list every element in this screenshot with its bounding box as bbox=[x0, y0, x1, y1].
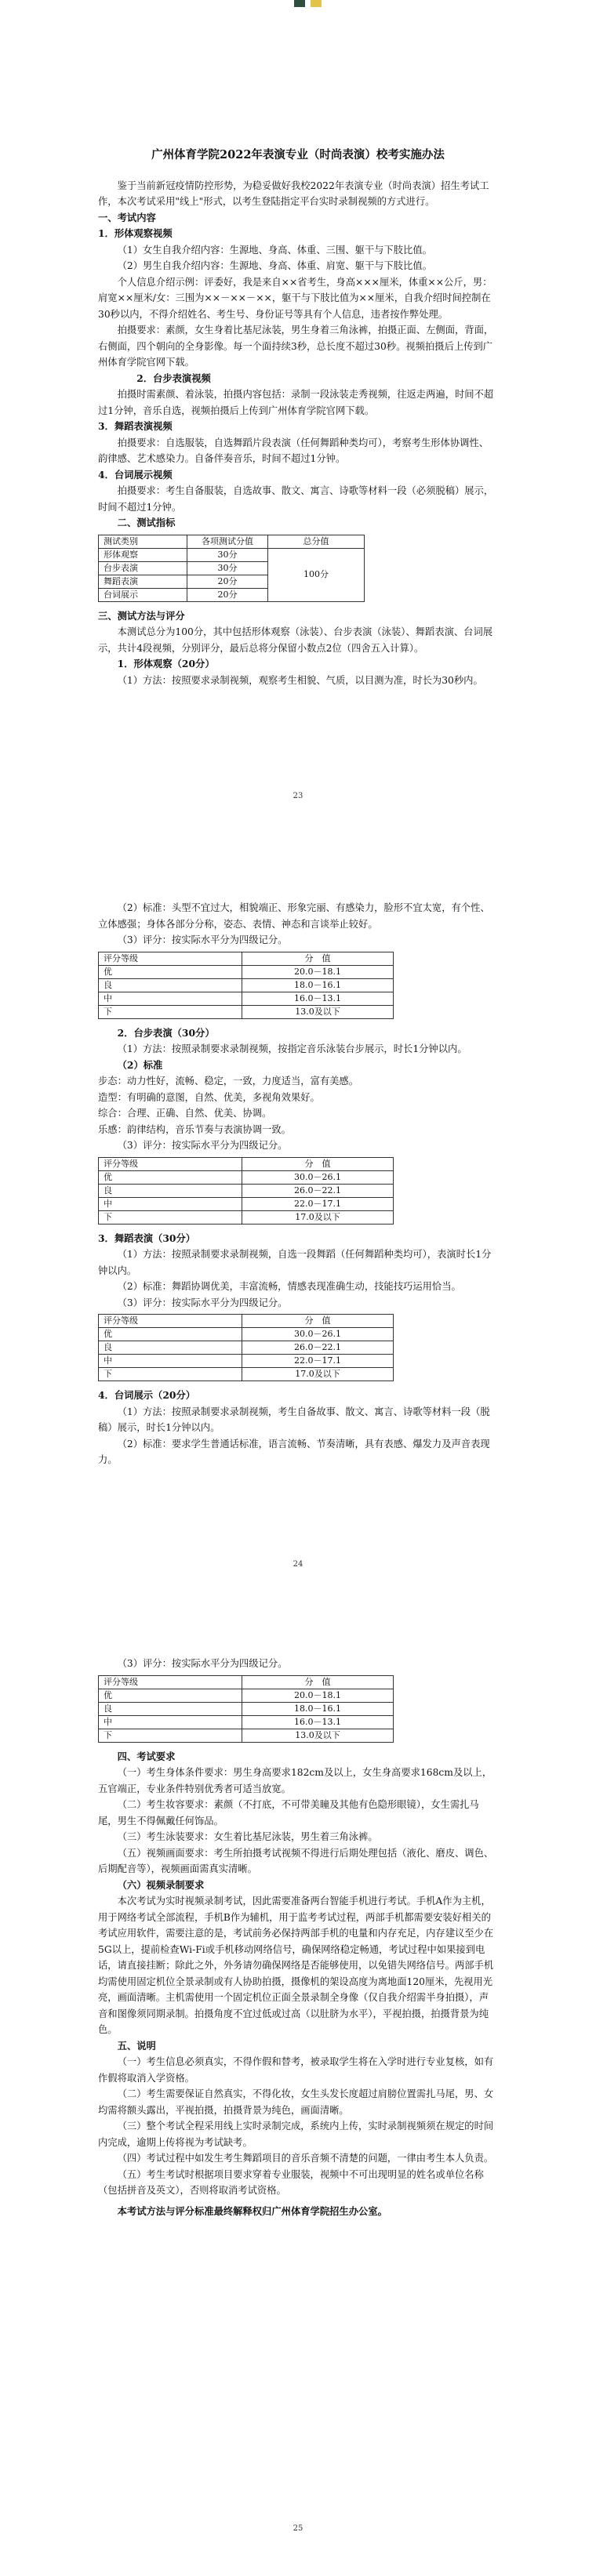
page-24-content bbox=[98, 900, 498, 1468]
table-row bbox=[99, 1675, 394, 1689]
page-25-content bbox=[98, 1656, 498, 2219]
text-paragraph: （四）考试过程中如发生考生舞蹈项目的音乐音频不清楚的问题，一律由考生本人负责。 bbox=[117, 2153, 494, 2164]
table-cell: 台步表演 bbox=[99, 561, 187, 575]
table-cell: 18.0－16.1 bbox=[242, 978, 394, 992]
table-row bbox=[99, 1184, 394, 1197]
table-cell: 优 bbox=[99, 965, 242, 978]
table-cell: 舞蹈表演 bbox=[99, 575, 187, 588]
text-paragraph: 拍摄要求：素颜，女生身着比基尼泳装，男生身着三角泳裤，拍摄正面、左侧面，背面，右侧面，四个朝向的全身影像。每一个面持续3秒，总长度不超过30秒。视频拍摄后上传到广州体育学院官网下载。 bbox=[98, 325, 494, 368]
table-header-cell: 分 值 bbox=[242, 1157, 394, 1170]
text-line: 乐感：韵律结构，音乐节奏与表演协调一致。 bbox=[98, 1123, 291, 1135]
table-cell: 22.0－17.1 bbox=[242, 1355, 394, 1368]
text-paragraph: 拍摄要求：自选服装，自选舞蹈片段表演（任何舞蹈种类均可），考察考生形体协调性、韵律感、艺术感染力。自备伴奏音乐，时间不超过1分钟。 bbox=[98, 437, 489, 464]
text-paragraph: （1）女生自我介绍内容：生源地、身高、体重、三围、躯干与下肢比值。 bbox=[117, 244, 432, 256]
text-paragraph: 个人信息介绍示例：评委好，我是来自××省考生，身高×××厘米，体重××公斤，男：肩宽××厘米/女：三围为××－××－××，躯干与下肢比值为××厘米，自我介绍时间控制在30秒以内，不得介绍姓名、考生号、身份证号等具有个人信息，违者按作弊处理。 bbox=[98, 276, 492, 320]
text-paragraph: （1）方法：按照录制要求录制视频，自选一段舞蹈（任何舞蹈种类均可），表演时长1分钟以内。 bbox=[98, 1249, 492, 1276]
table-cell: 台词展示 bbox=[99, 588, 187, 601]
table-header-cell: 测试类别 bbox=[99, 535, 187, 548]
text-paragraph: （二）考生需要保证自然真实，不得化妆，女生头发长度超过肩膀位置需扎马尾，男、女均需将额头露出，平视拍摄，拍摄背景为纯色，画面清晰。 bbox=[98, 2088, 494, 2116]
table-cell: 优 bbox=[99, 1170, 242, 1184]
text-paragraph: （3）评分：按实际水平分为四级记分。 bbox=[117, 1140, 288, 1151]
text-paragraph: 本次考试为实时视频录制考试，因此需要准备两台智能手机进行考试。手机A作为主机，用于网络考试全部流程，手机B作为辅机，用于监考考试过程，两部手机都需要安装好相关的考试应用软件，需要注意的是，考试前务必保持两部手机的电量和内存充足，内存建议至少在5G以上，提前检查Wi-Fi或手机移动网络信号，确保网络稳定畅通，考试过程中如果接到电话，请直接挂断；除此之外，外务请勿确保网络是否能够使用，以免错失网络信号。两部手机均需使用固定机位全景录制或有人协助拍摄，摄像机的架设高度为离地面120厘米，先视用光亮，画面清晰。主机需使用一个固定机位正面全景录制全身像（仅自我介绍需半身拍摄），声音和图像须同期录制。拍摄角度不宜过低或过高（以肚脐为水平），平视拍摄，拍摄背景为纯色。 bbox=[98, 1896, 494, 2035]
subheading: 4．台词展示视频 bbox=[98, 468, 173, 481]
table-cell: 22.0－17.1 bbox=[242, 1197, 394, 1210]
table-header-cell: 分 值 bbox=[242, 1675, 394, 1689]
table-row bbox=[99, 978, 394, 992]
text-paragraph: （五）视频画面要求：考生所拍摄考试视频不得进行后期处理包括（液化、磨皮、调色、后期配音等），视频画面需真实清晰。 bbox=[98, 1847, 494, 1874]
text-paragraph: 拍摄时需素颜、着泳装，拍摄内容包括：录制一段泳装走秀视频，往返走两遍，时间不超过1分钟，音乐自选，视频拍摄后上传到广州体育学院官网下载。 bbox=[98, 389, 494, 416]
table-cell: 26.0－22.1 bbox=[242, 1184, 394, 1197]
table-header-cell: 各项测试分值 bbox=[187, 535, 268, 548]
table-cell: 16.0－13.1 bbox=[242, 992, 394, 1005]
table-row bbox=[99, 1702, 394, 1715]
text-paragraph: （1）方法：按照录制要求录制视频，按指定音乐泳装台步展示，时长1分钟以内。 bbox=[117, 1043, 467, 1054]
text-paragraph: （1）方法：按照录制要求录制视频，考生自备故事、散文、寓言、诗歌等材料一段（脱稿）展示，时长1分钟以内。 bbox=[98, 1406, 490, 1433]
table-row bbox=[99, 548, 365, 561]
table-cell: 优 bbox=[99, 1689, 242, 1702]
table-row bbox=[99, 965, 394, 978]
text-paragraph: （2）标准：舞蹈协调优美，丰富流畅，情感表现准确生动，技能技巧运用恰当。 bbox=[117, 1281, 461, 1292]
section-heading: 五、说明 bbox=[117, 2039, 156, 2052]
header-decoration-yellow bbox=[311, 0, 322, 7]
table-header-cell: 评分等级 bbox=[99, 1675, 242, 1689]
section-heading: 三、测试方法与评分 bbox=[98, 609, 185, 622]
subheading: 1．形体观察（20分） bbox=[117, 658, 215, 669]
table-cell: 形体观察 bbox=[99, 548, 187, 561]
text-paragraph: （1）方法：按照要求录制视频，观察考生相貌、气质，以目测为准，时长为30秒内。 bbox=[117, 674, 483, 686]
table-cell: 优 bbox=[99, 1328, 242, 1341]
text-paragraph: （3）评分：按实际水平分为四级记分。 bbox=[117, 1658, 288, 1669]
table-cell: 20分 bbox=[187, 588, 268, 601]
table-row bbox=[99, 535, 365, 548]
table-row bbox=[99, 1210, 394, 1224]
table-row bbox=[99, 992, 394, 1005]
text-paragraph: （三）整个考试全程采用线上实时录制完成，系统内上传，实时录制视频须在规定的时间内完成，逾期上传将视为考试缺考。 bbox=[98, 2121, 494, 2148]
final-statement: 本考试方法与评分标准最终解释权归广州体育学院招生办公室。 bbox=[117, 2204, 387, 2217]
test-indicator-table bbox=[98, 535, 365, 602]
table-row bbox=[99, 1368, 394, 1381]
page-number: 25 bbox=[293, 2524, 303, 2533]
text-line: 造型：有明确的意图，自然、优美，多视角效果好。 bbox=[98, 1091, 320, 1103]
text-line: 步态：动力性好，流畅、稳定，一致，力度适当，富有美感。 bbox=[98, 1076, 359, 1087]
table-header-cell: 评分等级 bbox=[99, 952, 242, 965]
table-cell: 20分 bbox=[187, 575, 268, 588]
subheading: （六）视频录制要求 bbox=[117, 1878, 205, 1891]
table-cell: 13.0及以下 bbox=[242, 1005, 394, 1018]
page-23-content bbox=[98, 147, 498, 688]
grade-table-1 bbox=[98, 952, 394, 1019]
table-cell: 30分 bbox=[187, 561, 268, 575]
table-cell-total: 100分 bbox=[268, 548, 365, 601]
page-number: 23 bbox=[293, 792, 303, 800]
text-paragraph: （二）考生妆容要求：素颜（不打底，不可带美瞳及其他有色隐形眼镜），女生需扎马尾，男生不得佩戴任何饰品。 bbox=[98, 1799, 479, 1827]
table-header-cell: 评分等级 bbox=[99, 1157, 242, 1170]
table-header-cell: 评分等级 bbox=[99, 1315, 242, 1328]
text-paragraph: （3）评分：按实际水平分为四级记分。 bbox=[117, 1297, 288, 1308]
text-paragraph: （一）考生信息必须真实，不得作假和替考，被录取学生将在入学时进行专业复核，如有作假将取消入学资格。 bbox=[98, 2056, 494, 2084]
section-heading: 二、测试指标 bbox=[117, 517, 176, 528]
table-cell: 下 bbox=[99, 1005, 242, 1018]
table-cell: 17.0及以下 bbox=[242, 1210, 394, 1224]
grade-table-4 bbox=[98, 1675, 394, 1743]
grade-table-2 bbox=[98, 1157, 394, 1225]
text-paragraph: （2）标准：要求学生普通话标准，语言流畅、节奏清晰，具有表感、爆发力及声音表现力。 bbox=[98, 1438, 490, 1465]
text-paragraph: 拍摄要求：考生自备服装，自选故事、散文、寓言、诗歌等材料一段（必须脱稿）展示，时间不超过1分钟。 bbox=[98, 485, 494, 513]
table-cell: 良 bbox=[99, 1702, 242, 1715]
table-cell: 下 bbox=[99, 1210, 242, 1224]
table-cell: 下 bbox=[99, 1729, 242, 1742]
grade-table-3 bbox=[98, 1314, 394, 1381]
table-cell: 30.0－26.1 bbox=[242, 1328, 394, 1341]
subheading: 2．台步表演视频 bbox=[136, 372, 211, 384]
table-cell: 中 bbox=[99, 1715, 242, 1729]
text-paragraph: （五）考生考试时根据项目要求穿着专业服装，视频中不可出现明显的姓名或单位名称（包括拼音及英文），否则将取消考试资格。 bbox=[98, 2168, 484, 2196]
header-decoration-green bbox=[294, 0, 305, 7]
table-cell: 20.0－18.1 bbox=[242, 1689, 394, 1702]
table-cell: 16.0－13.1 bbox=[242, 1715, 394, 1729]
table-cell: 30.0－26.1 bbox=[242, 1170, 394, 1184]
table-row bbox=[99, 1197, 394, 1210]
table-header-cell: 总分值 bbox=[268, 535, 365, 548]
table-row bbox=[99, 952, 394, 965]
text-paragraph: 本测试总分为100分，其中包括形体观察（泳装）、台步表演（泳装）、舞蹈表演、台词展示，共计4段视频，分别评分，最后总将分保留小数点2位（四舍五入计算）。 bbox=[98, 626, 493, 654]
table-header-cell: 分 值 bbox=[242, 952, 394, 965]
table-row bbox=[99, 1005, 394, 1018]
table-cell: 13.0及以下 bbox=[242, 1729, 394, 1742]
table-cell: 17.0及以下 bbox=[242, 1368, 394, 1381]
table-row bbox=[99, 1715, 394, 1729]
table-cell: 良 bbox=[99, 978, 242, 992]
table-cell: 中 bbox=[99, 1355, 242, 1368]
table-row bbox=[99, 1315, 394, 1328]
table-row bbox=[99, 1729, 394, 1742]
table-row bbox=[99, 1157, 394, 1170]
table-row bbox=[99, 1689, 394, 1702]
table-row bbox=[99, 1355, 394, 1368]
table-cell: 中 bbox=[99, 1197, 242, 1210]
text-paragraph: （3）评分：按实际水平分为四级记分。 bbox=[117, 934, 288, 945]
table-cell: 26.0－22.1 bbox=[242, 1341, 394, 1355]
table-row bbox=[99, 1328, 394, 1341]
table-cell: 良 bbox=[99, 1341, 242, 1355]
intro-paragraph: 鉴于当前新冠疫情防控形势，为稳妥做好我校2022年表演专业（时尚表演）招生考试工作，本次考试采用"线上"形式，以考生登陆指定平台实时录制视频的方式进行。 bbox=[98, 180, 489, 207]
subheading: 3．舞蹈表演（30分） bbox=[98, 1232, 196, 1244]
subheading: 2．台步表演（30分） bbox=[117, 1026, 215, 1039]
subheading: （2）标准 bbox=[117, 1058, 163, 1071]
table-cell: 18.0－16.1 bbox=[242, 1702, 394, 1715]
table-cell: 下 bbox=[99, 1368, 242, 1381]
subheading: 4．台词展示（20分） bbox=[98, 1389, 196, 1401]
section-heading: 一、考试内容 bbox=[98, 211, 156, 223]
subheading: 3．舞蹈表演视频 bbox=[98, 420, 173, 432]
table-cell: 良 bbox=[99, 1184, 242, 1197]
table-cell: 中 bbox=[99, 992, 242, 1005]
page-number: 24 bbox=[293, 1560, 303, 1569]
text-paragraph: （2）男生自我介绍内容：生源地、身高、体重、肩宽、躯干与下肢比值。 bbox=[117, 260, 432, 271]
text-line: 综合：合理、正确、自然、优美、协调。 bbox=[98, 1108, 272, 1119]
table-cell: 20.0－18.1 bbox=[242, 965, 394, 978]
table-row bbox=[99, 1170, 394, 1184]
table-header-cell: 分 值 bbox=[242, 1315, 394, 1328]
text-paragraph: （一）考生身体条件要求：男生身高要求182cm及以上，女生身高要求168cm及以上，五官端正，专业条件特别优秀者可适当放宽。 bbox=[98, 1767, 492, 1794]
section-heading: 四、考试要求 bbox=[117, 1750, 176, 1762]
text-paragraph: （2）标准：头型不宜过大，相貌端正、形象完丽、有感染力，脸形不宜太宽，有个性、立体感强；身体各部分分称，姿态、表情、神态和言谈举止较好。 bbox=[98, 902, 490, 930]
document-title: 广州体育学院2022年表演专业（时尚表演）校考实施办法 bbox=[151, 148, 445, 161]
subheading: 1．形体观察视频 bbox=[98, 227, 173, 239]
table-row bbox=[99, 1341, 394, 1355]
text-paragraph: （三）考生泳装要求：女生着比基尼泳装，男生着三角泳裤。 bbox=[117, 1831, 378, 1842]
table-cell: 30分 bbox=[187, 548, 268, 561]
